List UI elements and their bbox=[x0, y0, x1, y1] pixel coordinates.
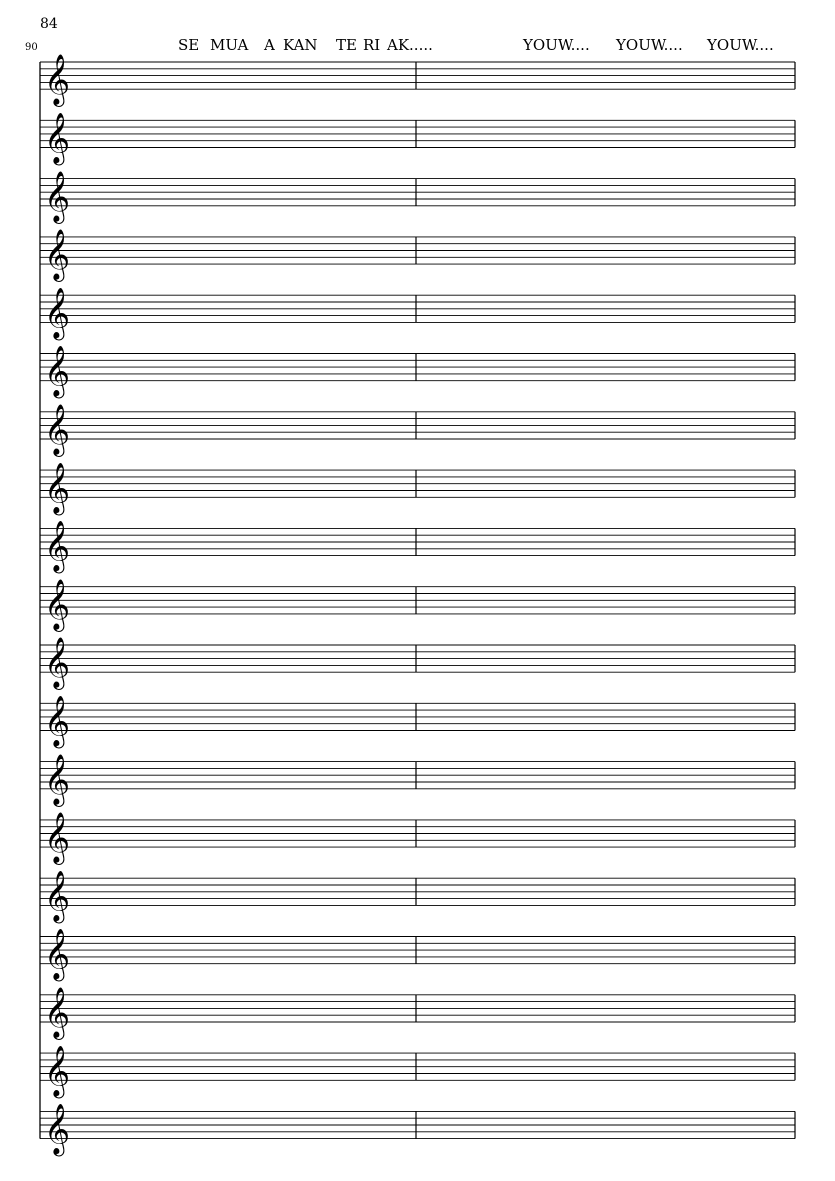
staff bbox=[40, 812, 795, 865]
treble-clef-icon: 𝄞 bbox=[44, 870, 71, 922]
treble-clef-icon: 𝄞 bbox=[44, 578, 71, 630]
lyric-syllable: TE bbox=[336, 36, 357, 54]
staff bbox=[40, 462, 795, 515]
lyric-syllable: KAN bbox=[283, 36, 318, 54]
staff bbox=[40, 229, 795, 282]
staff bbox=[40, 1104, 795, 1157]
treble-clef-icon: 𝄞 bbox=[44, 1103, 71, 1155]
treble-clef-icon: 𝄞 bbox=[44, 928, 71, 980]
treble-clef-icon: 𝄞 bbox=[44, 695, 71, 747]
page-number: 84 bbox=[40, 16, 58, 32]
lyric-syllable: YOUW.... bbox=[523, 36, 590, 54]
lyric-syllable: SE bbox=[178, 36, 200, 54]
lyric-syllable: YOUW.... bbox=[707, 36, 774, 54]
lyric-syllable: AK..... bbox=[387, 36, 433, 54]
staff bbox=[40, 929, 795, 982]
staff bbox=[40, 404, 795, 457]
treble-clef-icon: 𝄞 bbox=[44, 812, 71, 864]
staff bbox=[40, 346, 795, 399]
measure-number: 90 bbox=[25, 42, 38, 53]
staff bbox=[40, 637, 795, 690]
treble-clef-icon: 𝄞 bbox=[44, 987, 71, 1038]
staff bbox=[40, 754, 795, 807]
treble-clef-icon: 𝄞 bbox=[44, 54, 71, 106]
treble-clef-icon: 𝄞 bbox=[44, 520, 71, 572]
staff bbox=[40, 521, 795, 574]
treble-clef-icon: 𝄞 bbox=[44, 753, 71, 805]
lyric-syllable: A bbox=[264, 36, 275, 54]
staff bbox=[40, 579, 795, 632]
staff bbox=[40, 987, 795, 1040]
treble-clef-icon: 𝄞 bbox=[44, 229, 71, 281]
staff bbox=[40, 1045, 795, 1098]
treble-clef-icon: 𝄞 bbox=[44, 345, 71, 397]
treble-clef-icon: 𝄞 bbox=[44, 404, 71, 455]
treble-clef-icon: 𝄞 bbox=[44, 637, 71, 689]
staff bbox=[40, 696, 795, 749]
staff bbox=[40, 870, 795, 923]
treble-clef-icon: 𝄞 bbox=[44, 170, 71, 222]
staff bbox=[40, 287, 795, 340]
treble-clef-icon: 𝄞 bbox=[44, 287, 71, 339]
staff bbox=[40, 171, 795, 224]
treble-clef-icon: 𝄞 bbox=[44, 462, 71, 514]
staff bbox=[40, 113, 795, 166]
lyric-syllable: MUA bbox=[210, 36, 249, 54]
staff bbox=[40, 54, 795, 107]
treble-clef-icon: 𝄞 bbox=[44, 112, 71, 164]
lyric-syllable: YOUW.... bbox=[616, 36, 683, 54]
lyric-syllable: RI bbox=[363, 36, 381, 54]
treble-clef-icon: 𝄞 bbox=[44, 1045, 71, 1097]
